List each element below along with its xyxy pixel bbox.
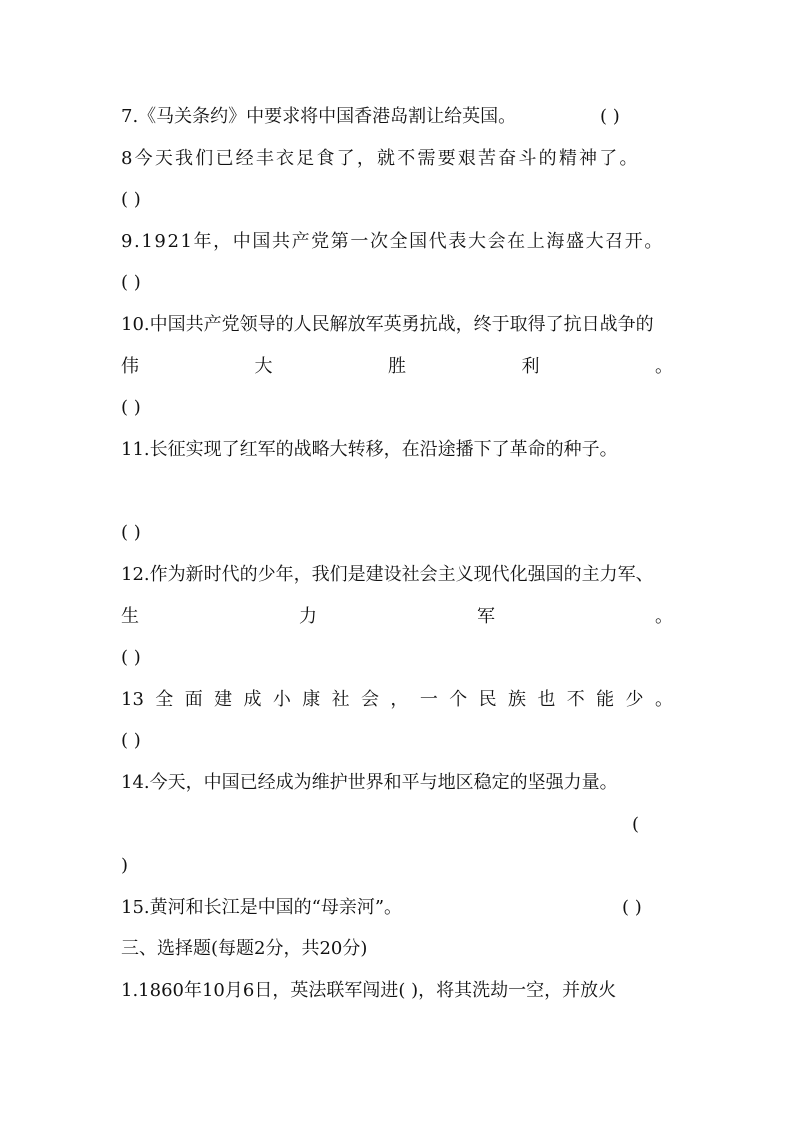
- question-10-tail-1: 伟: [121, 356, 139, 377]
- question-10-answer-blank: ( ): [121, 397, 141, 418]
- question-12-tail-4: 。: [655, 606, 673, 627]
- question-13-part: 不: [566, 689, 585, 710]
- question-13-part: 。: [654, 689, 673, 710]
- question-10-text: 10.中国共产党领导的人民解放军英勇抗战，终于取得了抗日战争的: [121, 314, 654, 335]
- question-14-blank-open: (: [632, 814, 640, 835]
- question-14: [121, 771, 673, 795]
- question-13-part: ，: [390, 689, 409, 710]
- question-13-part: 族: [507, 689, 526, 710]
- question-15: [121, 896, 673, 920]
- question-13-part: 面: [184, 689, 203, 710]
- question-14-blank-close: ): [121, 855, 129, 876]
- question-13-part: 也: [537, 689, 556, 710]
- question-13-part: 个: [449, 689, 468, 710]
- question-8-answer-blank: ( ): [121, 189, 141, 210]
- question-7-answer-blank: ( ): [600, 106, 620, 127]
- question-8-text: 8今天我们已经丰衣足食了，就不需要艰苦奋斗的精神了。: [121, 148, 640, 169]
- question-9: [121, 230, 673, 254]
- question-9-text: 9.1921年，中国共产党第一次全国代表大会在上海盛大召开。: [121, 231, 664, 252]
- question-10-continuation: [121, 355, 673, 379]
- question-13-part: 能: [596, 689, 615, 710]
- question-13-part: 成: [243, 689, 262, 710]
- question-12-tail-1: 生: [121, 606, 139, 627]
- question-10-tail-4: 利: [521, 356, 540, 377]
- question-10: [121, 313, 673, 337]
- question-10-tail-2: 大: [254, 356, 273, 377]
- question-12-tail-2: 力: [299, 606, 317, 627]
- question-11: [121, 438, 673, 462]
- question-7: [121, 105, 673, 129]
- question-13-part: 康: [302, 689, 321, 710]
- choice-question-1: [121, 979, 673, 1003]
- question-10-tail-5: 。: [655, 356, 673, 377]
- question-12-tail-3: 军: [477, 606, 495, 627]
- question-13-part: 一: [419, 689, 438, 710]
- question-12: [121, 563, 673, 587]
- question-13-part: 建: [214, 689, 233, 710]
- question-13: [121, 688, 673, 712]
- question-11-answer-blank: ( ): [121, 522, 141, 543]
- question-10-tail-3: 胜: [388, 356, 406, 377]
- question-13-part: 少: [625, 689, 644, 710]
- question-12-continuation: [121, 605, 673, 629]
- question-13-part: 13: [121, 689, 144, 710]
- choice-question-1-text: 1.1860年10月6日，英法联军闯进( )，将其洗劫一空，并放火: [121, 980, 617, 1001]
- question-11-text: 11.长征实现了红军的战略大转移，在沿途播下了革命的种子。: [121, 439, 618, 460]
- question-13-part: 小: [272, 689, 291, 710]
- question-12-answer-blank: ( ): [121, 647, 141, 668]
- question-13-part: 全: [155, 689, 174, 710]
- question-14-text: 14.今天，中国已经成为维护世界和平与地区稳定的坚强力量。: [121, 772, 618, 793]
- question-13-answer-blank: ( ): [121, 730, 141, 751]
- question-13-part: 民: [478, 689, 497, 710]
- section-3-heading: 三、选择题(每题2分，共20分): [121, 938, 368, 959]
- question-7-text: 7.《马关条约》中要求将中国香港岛割让给英国。: [121, 106, 517, 127]
- question-15-answer-blank: ( ): [622, 897, 642, 918]
- question-15-text: 15.黄河和长江是中国的“母亲河”。: [121, 897, 403, 918]
- question-13-part: 会: [361, 689, 380, 710]
- question-13-part: 社: [331, 689, 350, 710]
- question-12-text: 12.作为新时代的少年，我们是建设社会主义现代化强国的主力军、: [121, 564, 654, 585]
- question-8: [121, 147, 673, 171]
- question-9-answer-blank: ( ): [121, 272, 141, 293]
